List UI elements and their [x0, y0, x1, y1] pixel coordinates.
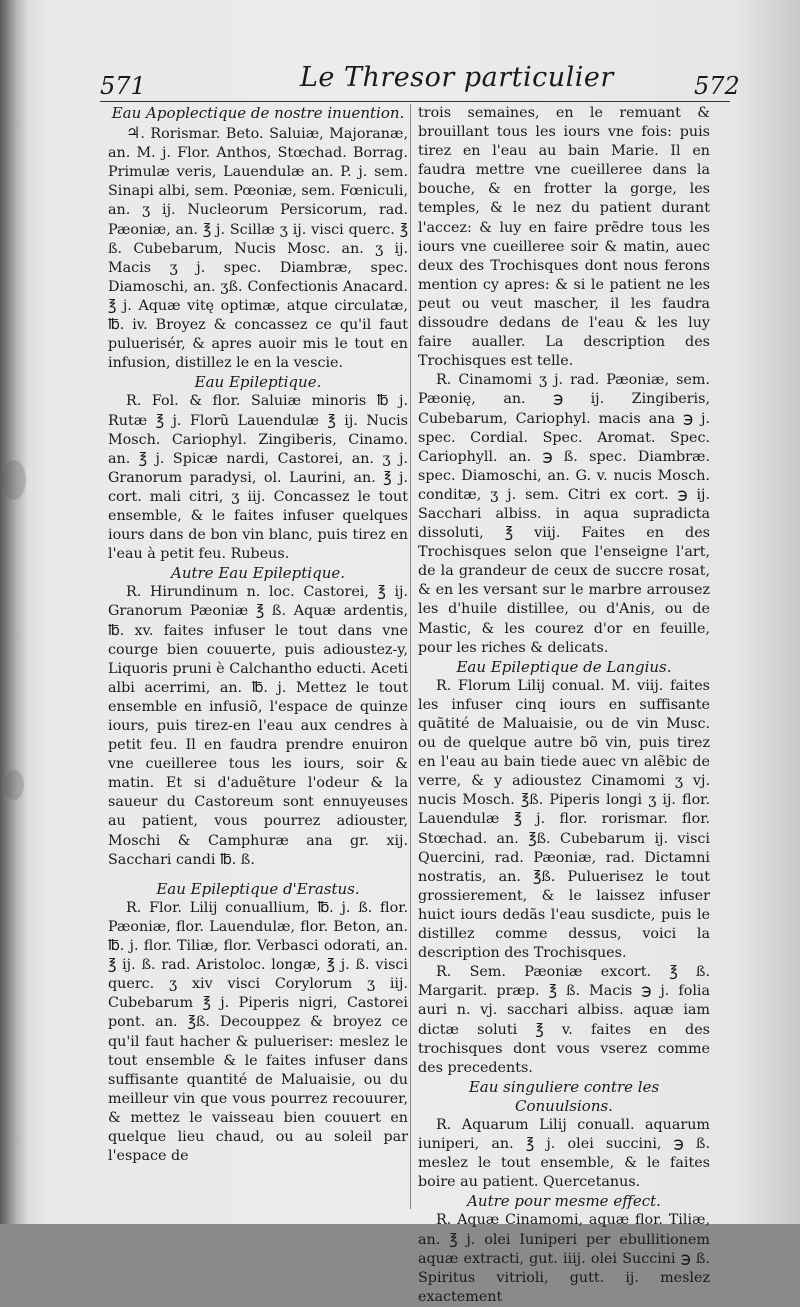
page-binding-edge	[0, 0, 28, 1224]
section-title: Autre Eau Epileptique.	[170, 564, 346, 583]
stain	[2, 460, 26, 500]
section-text: R. Flor. Lilij conuallium, ℔. j. ß. flor. Pæoniæ, flor. Lauendulæ, flor. Beton, an. ℔. j. flor. Tiliæ, flor. Verbasci odorati, an. ℥ ij. ß. rad. Aristoloc. longæ, ℥ j. ß. visci querc. ʒ xiv visci Corylorum ʒ iij. Cubebarum ℥ j. Piperis nigri, Castorei pont. an. ℥ß. Decouppez & broyez ce qu'il faut hacher & pulueriser: meslez le tout ensemble & le faites infuser dans suffisante quantité de Maluaisie, ou du meilleur vin que vous pourrez recouurer, & mettez le vaisseau bien couuert en quelque lieu chaud, ou au soleil par l'espace de	[108, 899, 408, 1165]
stain	[4, 770, 24, 800]
section-title: Eau Epileptique d'Erastus.	[156, 879, 360, 898]
section-title: Eau Apoplectique de nostre inuention.	[111, 104, 405, 122]
section-text: R. Fol. & flor. Saluiæ minoris ℔ j. Rutæ ℥ j. Florũ Lauendulæ ℥ ij. Nucis Mosch. Cariophyl. Zingiberis, Cinamo. an. ℥ j. Spicæ nardi, Castorei, an. ʒ j. Granorum paradysi, ol. Laurini, an. ℥ j. cort. mali citri, ʒ iij. Concassez le tout ensemble, & le faites infuser quelques iours dans de bon vin blanc, puis tirez en l'eau à petit feu. Rubeus.	[108, 393, 408, 563]
section-text: R. Hirundinum n. loc. Castorei, ℥ ij. Granorum Pæoniæ ℥ ß. Aquæ ardentis, ℔. xv. faites infuser le tout dans vne courge bien couuerte, puis adioustez-y, Liquoris pruni è Calchantho educti. Aceti albi acerrimi, an. ℔. j. Mettez le tout ensemble en infusiõ, l'espace de quinze iours, puis tirez-en l'eau aux cendres à petit feu. Il en faudra prendre enuiron vne cueilleree tous les iours, soir & matin. Et si d'aduẽture l'odeur & la saueur du Castoreum sont ennuyeuses au patient, vous pourrez adiouster, Moschi & Camphuræ ana gr. xij. Sacchari candi ℔. ß.	[108, 584, 408, 868]
column-left	[108, 104, 408, 1166]
section-text: R. Cinamomi ʒ j. rad. Pæoniæ, sem. Pæonię, an. ℈ ij. Zingiberis, Cubebarum, Cariophyl. macis ana ℈ j. spec. Cordial. Spec. Aromat. Spec. Cariophyll. an. ℈ ß. spec. Diambræ. spec. Diamoschi, an. G. v. nucis Mosch. conditæ, ʒ j. sem. Citri ex cort. ℈ ij. Sacchari albiss. in aqua supradicta dissoluti, ℥ viij. Faites en des Trochisques selon que l'enseigne l'art, de la grandeur de ceux de succre rosat, & en les versant sur le marbre arrousez les d'huile distillee, ou d'Anis, ou de Mastic, & les courez d'or en feuille, pour les riches & delicats.	[418, 372, 710, 656]
section-text: trois semaines, en le remuant & brouillant tous les iours vne fois: puis tirez en l'eau au bain Marie. Il en faudra mettre vne cueilleree dans la bouche, & en frotter la gorge, les temples, & le nez du patient durant l'accez: & luy en faire prẽdre tous les iours vne cueilleree soir & matin, auec deux des Trochisques dont nous ferons mention cy apres: & si le patient ne les peut ou veut mascher, il les faudra dissoudre dedans de l'eau & les luy faire aualler. La description des Trochisques est telle.	[418, 105, 710, 370]
section-text: R. Aquæ Cinamomi, aquæ flor. Tiliæ, an. ℥ j. olei Iuniperi per ebullitionem aquæ extracti, gut. iiij. olei Succini ℈ ß. Spiritus vitrioli, gutt. ij. meslez exactement	[418, 1212, 710, 1305]
section-text: R. Florum Lilij conual. M. viij. faites les infuser cinq iours en suffisante quãtité de Maluaisie, ou de vin Musc. ou de quelque autre bõ vin, puis tirez en l'eau au bain tiede auec vn alẽbic de verre, & y adioustez Cinamomi ʒ vj. nucis Mosch. ℥ß. Piperis longi ʒ ij. flor. Lauendulæ ℥ j. flor. rorismar. flor. Stœchad. an. ℥ß. Cubebarum ij. visci Quercini, rad. Pæoniæ, rad. Dictamni nostratis, an. ℥ß. Puluerisez le tout grossierement, & le laissez infuser huict iours dedãs l'eau susdicte, puis le distillez comme dessus, voici la description des Trochisques.	[418, 677, 710, 962]
section-text: ♃. Rorismar. Beto. Saluiæ, Majoranæ, an. M. j. Flor. Anthos, Stœchad. Borrag. Primulæ veris, Lauendulæ an. P. j. sem. Sinapi albi, sem. Pœoniæ, sem. Fœniculi, an. ʒ ij. Nucleorum Persicorum, rad. Pæoniæ, an. ℥ j. Scillæ ʒ ij. visci querc. ℥ ß. Cubebarum, Nucis Mosc. an. ʒ ij. Macis ʒ j. spec. Diambræ, spec. Diamoschi, an. ʒß. Confectionis Anacard. ℥ j. Aquæ vitę optimæ, atque circulatæ, ℔. iv. Broyez & concassez ce qu'il faut puluerisér, & apres auoir mis le tout en infusion, distillez le en la vescie.	[108, 123, 408, 372]
section-title: Eau Epileptique de Langius.	[456, 657, 672, 676]
section-title: Autre pour mesme effect.	[467, 1192, 661, 1211]
page-number-left: 571	[100, 72, 146, 100]
recipe-symbol: ♃	[126, 123, 141, 143]
page-number-right: 572	[694, 72, 740, 100]
section-title: Eau Epileptique.	[194, 373, 322, 392]
header-rule	[100, 101, 730, 102]
running-title: Le Thresor particulier	[300, 62, 614, 93]
section-title: Eau singuliere contre les Conuulsions.	[468, 1077, 660, 1115]
section-text: R. Sem. Pæoniæ excort. ℥ ß. Margarit. præp. ℥ ß. Macis ℈ j. folia auri n. vj. sacchari albiss. aquæ iam dictæ soluti ℥ v. faites en des trochisques dont vous vserez comme des precedents.	[418, 964, 710, 1076]
column-right	[418, 104, 710, 1307]
column-divider	[410, 104, 411, 1209]
section-text: R. Aquarum Lilij conuall. aquarum iuniperi, an. ℥ j. olei succini, ℈ ß. meslez le tout ensemble, & le faites boire au patient. Quercetanus.	[418, 1116, 710, 1191]
